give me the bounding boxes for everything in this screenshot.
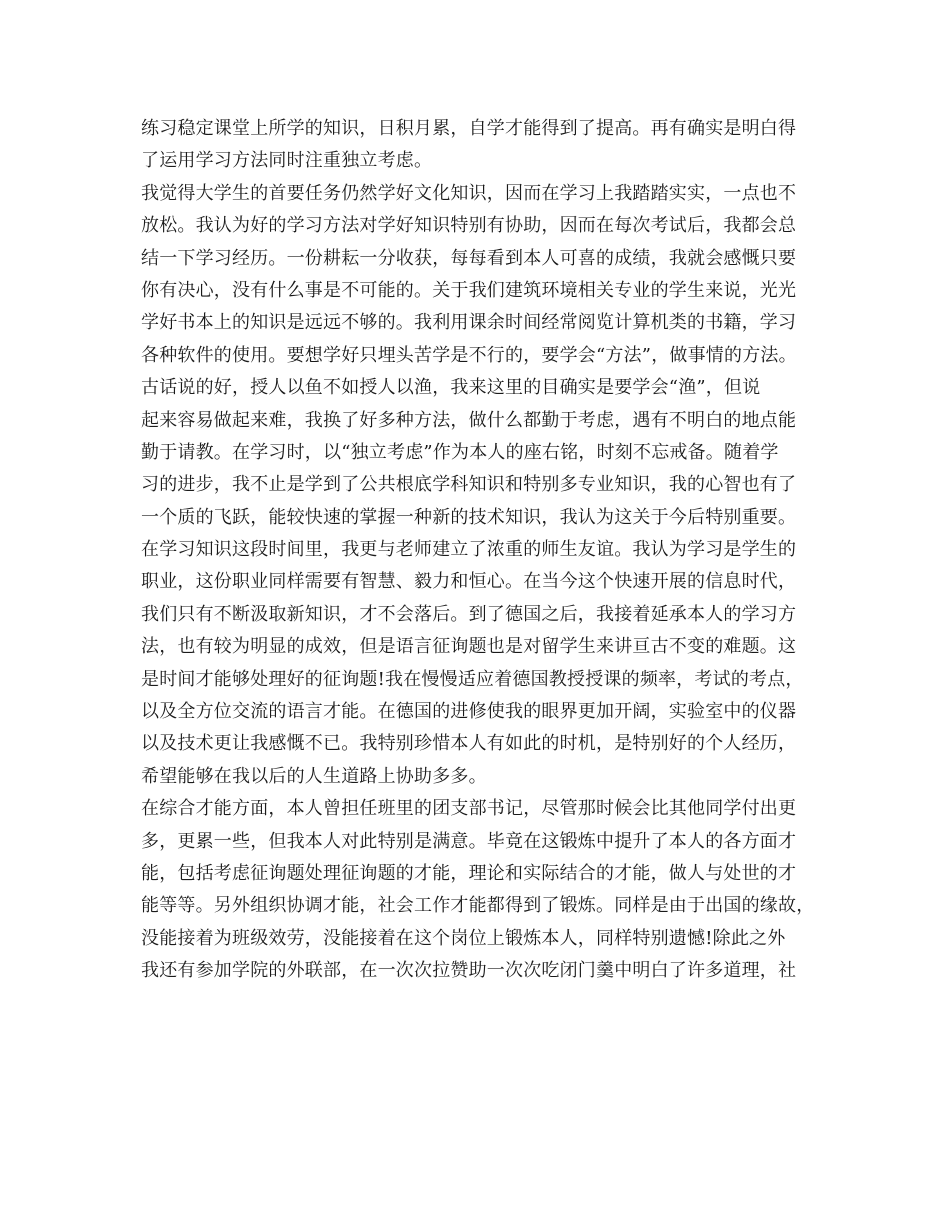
text-line: 在综合才能方面，本人曾担任班里的团支部书记，尽管那时候会比其他同学付出更 (141, 798, 797, 820)
text-line: 各种软件的使用。要想学好只埋头苦学是不行的，要学会“方法”，做事情的方法。 (141, 344, 797, 366)
text-line: 学好书本上的知识是远远不够的。我利用课余时间经常阅览计算机类的书籍，学习 (141, 312, 797, 334)
text-line: 古话说的好，授人以鱼不如授人以渔，我来这里的目确实是要学会“渔”，但说 (141, 377, 761, 399)
text-line: 在学习知识这段时间里，我更与老师建立了浓重的师生友谊。我认为学习是学生的 (141, 539, 797, 561)
text-line: 希望能够在我以后的人生道路上协助多多。 (141, 765, 487, 787)
text-line: 我觉得大学生的首要任务仍然学好文化知识，因而在学习上我踏踏实实，一点也不 (141, 182, 797, 204)
text-line: 练习稳定课堂上所学的知识，日积月累，自学才能得到了提高。再有确实是明白得 (141, 118, 797, 139)
text-line: 以及技术更让我感慨不已。我特别珍惜本人有如此的时机，是特别好的个人经历， (141, 733, 797, 755)
text-line: 习的进步，我不止是学到了公共根底学科知识和特别多专业知识，我的心智也有了 (141, 474, 797, 496)
text-line: 法，也有较为明显的成效，但是语言征询题也是对留学生来讲亘古不变的难题。这 (141, 636, 797, 658)
text-line: 多，更累一些，但我本人对此特别是满意。毕竟在这锻炼中提升了本人的各方面才 (141, 830, 797, 852)
text-line: 职业，这份职业同样需要有智慧、毅力和恒心。在当今这个快速开展的信息时代， (141, 571, 797, 593)
document-body (141, 113, 831, 988)
text-line: 起来容易做起来难，我换了好多种方法，做什么都勤于考虑，遇有不明白的地点能 (141, 409, 797, 431)
text-line: 是时间才能够处理好的征询题!我在慢慢适应着德国教授授课的频率，考试的考点， (141, 668, 804, 690)
text-line: 放松。我认为好的学习方法对学好知识特别有协助，因而在每次考试后，我都会总 (141, 215, 797, 237)
text-line: 我还有参加学院的外联部，在一次次拉赞助一次次吃闭门羹中明白了许多道理，社 (141, 960, 797, 982)
text-line: 能，包括考虑征询题处理征询题的才能，理论和实际结合的才能，做人与处世的才 (141, 862, 797, 884)
text-line: 我们只有不断汲取新知识，才不会落后。到了德国之后，我接着延承本人的学习方 (141, 603, 797, 625)
text-line: 结一下学习经历。一份耕耘一分收获，每每看到本人可喜的成绩，我就会感慨只要 (141, 247, 797, 269)
text-line: 以及全方位交流的语言才能。在德国的进修使我的眼界更加开阔，实验室中的仪器 (141, 701, 797, 723)
text-line: 了运用学习方法同时注重独立考虑。 (141, 150, 433, 172)
text-line: 勤于请教。在学习时，以“独立考虑”作为本人的座右铭，时刻不忘戒备。随着学 (141, 441, 779, 463)
text-line: 一个质的飞跃，能较快速的掌握一种新的技术知识，我认为这关于今后特别重要。 (141, 506, 797, 528)
text-line: 没能接着为班级效劳，没能接着在这个岗位上锻炼本人，同样特别遗憾!除此之外 (141, 927, 786, 949)
text-line: 你有决心，没有什么事是不可能的。关于我们建筑环境相关专业的学生来说，光光 (141, 279, 797, 301)
text-line: 能等等。另外组织协调才能，社会工作才能都得到了锻炼。同样是由于出国的缘故， (141, 895, 815, 917)
